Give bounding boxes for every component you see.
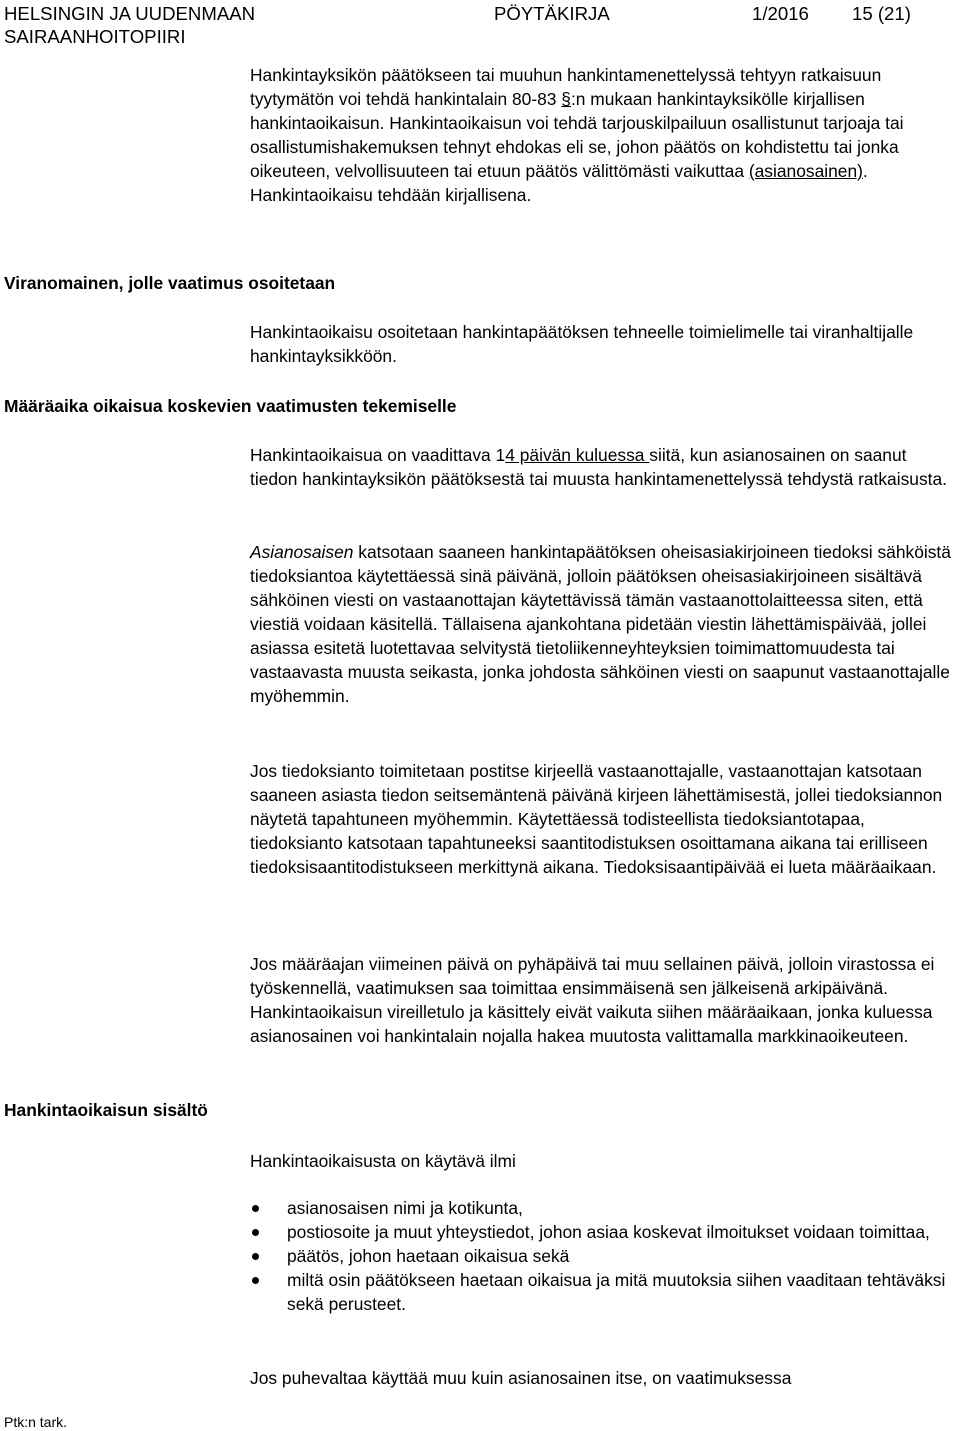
deadline-paragraph-1 [250, 443, 956, 491]
heading-deadline: Määräaika oikaisua koskevien vaatimusten tekemiselle [4, 396, 457, 416]
intro-text-b: :n mukaan hankintayksikölle kirjallisen hankintaoikaisun. Hankintaoikaisun voi tehdä tarjouskilpailuun osallistunut tarjoaja tai osallistumishakemuksen tehnyt ehdokas eli se, johon päätös on kohdistettu tai jonka oikeuteen, velvollisuuteen tai etuun päätös välittömästi vaikuttaa [250, 89, 904, 181]
deadline-14-days: 4 päivän kuluessa [505, 445, 650, 465]
deadline-paragraph-3: Jos tiedoksianto toimitetaan postitse kirjeellä vastaanottajalle, vastaanottajan katsotaan saaneen asiasta tiedon seitsemäntenä päivänä kirjeen lähettämisestä, jollei tiedoksiannon näytetä tapahtuneen myöhemmin. Käytettäessä todisteellista tiedoksiantotapaa, tiedoksianto katsotaan tapahtuneeksi saantitodistuksen osoittamana aikana tai erilliseen tiedoksisaantitodistukseen merkittynä aikana. Tiedoksisaantipäivää ei lueta määräaikaan. [250, 761, 943, 877]
asianosaisen-term: Asianosaisen [250, 542, 354, 562]
page-number: 15 (21) [852, 3, 911, 24]
intro-text-a: Hankintayksikön päätökseen tai muuhun hankintamenettelyssä tehtyyn ratkaisuun tyytymätön voi tehdä hankintalain 80-83 [250, 65, 882, 109]
intro-text-d: . Hankintaoikaisu tehdään kirjallisena. [250, 161, 868, 205]
deadline-paragraph-2 [250, 540, 956, 708]
deadline-text-2: katsotaan saaneen hankintapäätöksen oheisasiakirjoineen tiedoksi sähköistä tiedoksiantoa käytettäessä sinä päivänä, jolloin päätöksen oheisasiakirjoineen sisältävä sähköinen viesti on vastaanottajan käytettävissä tämän vastaanottolaitteessa siten, että viestiä voidaan käsitellä. Tällaisena ajankohtana pidetään viestin lähettämispäivää, jollei asiassa esitetä luotettavaa selvitystä tietoliikenneyhteyksien toimimattomuudesta tai vastaavasta muusta seikasta, jonka johdosta sähköinen viesti on saapunut vastaanottajalle myöhemmin. [250, 542, 951, 706]
asianosainen-term: (asianosainen) [748, 161, 863, 181]
list-item: päätös, johon haetaan oikaisua sekä [250, 1244, 950, 1268]
list-item: postiosoite ja muut yhteystiedot, johon asiaa koskevat ilmoitukset voidaan toimittaa, [250, 1220, 950, 1244]
org-name-line1: HELSINGIN JA UUDENMAAN [4, 3, 256, 24]
section-sign: § [561, 89, 571, 109]
authority-paragraph: Hankintaoikaisu osoitetaan hankintapäätöksen tehneelle toimielimelle tai viranhaltijalle hankintayksikköön. [250, 322, 914, 366]
deadline-text-c: siitä, kun asianosainen on saanut tiedon hankintayksikön päätöksestä tai muusta hankintamenettelyssä tehdystä ratkaisusta. [250, 445, 947, 489]
heading-authority: Viranomainen, jolle vaatimus osoitetaan [4, 273, 336, 293]
org-name-line2: SAIRAANHOITOPIIRI [4, 26, 186, 47]
deadline-text-a: Hankintaoikaisua on vaadittava 1 [250, 445, 506, 465]
doc-number: 1/2016 [752, 3, 809, 24]
representative-paragraph: Jos puhevaltaa käyttää muu kuin asianosainen itse, on vaatimuksessa [250, 1368, 792, 1388]
content-intro: Hankintaoikaisusta on käytävä ilmi [250, 1151, 516, 1171]
footer-verification: Ptk:n tark. [4, 1414, 68, 1430]
list-item: asianosaisen nimi ja kotikunta, [250, 1196, 950, 1220]
doc-type: PÖYTÄKIRJA [494, 3, 610, 24]
list-item: miltä osin päätökseen haetaan oikaisua ja mitä muutoksia siihen vaaditaan tehtäväksi sekä perusteet. [250, 1268, 950, 1316]
heading-content: Hankintaoikaisun sisältö [4, 1100, 208, 1120]
content-requirements-list [250, 1196, 950, 1316]
deadline-paragraph-4: Jos määräajan viimeinen päivä on pyhäpäivä tai muu sellainen päivä, jolloin virastossa ei työskennellä, vaatimuksen saa toimittaa ensimmäisenä sen jälkeisenä arkipäivänä. Hankintaoikaisun vireilletulo ja käsittely eivät vaikuta siihen määräaikaan, jonka kuluessa asianosainen voi hankintalain nojalla hakea muutosta valittamalla markkinaoikeuteen. [250, 954, 935, 1046]
intro-paragraph [250, 63, 956, 207]
